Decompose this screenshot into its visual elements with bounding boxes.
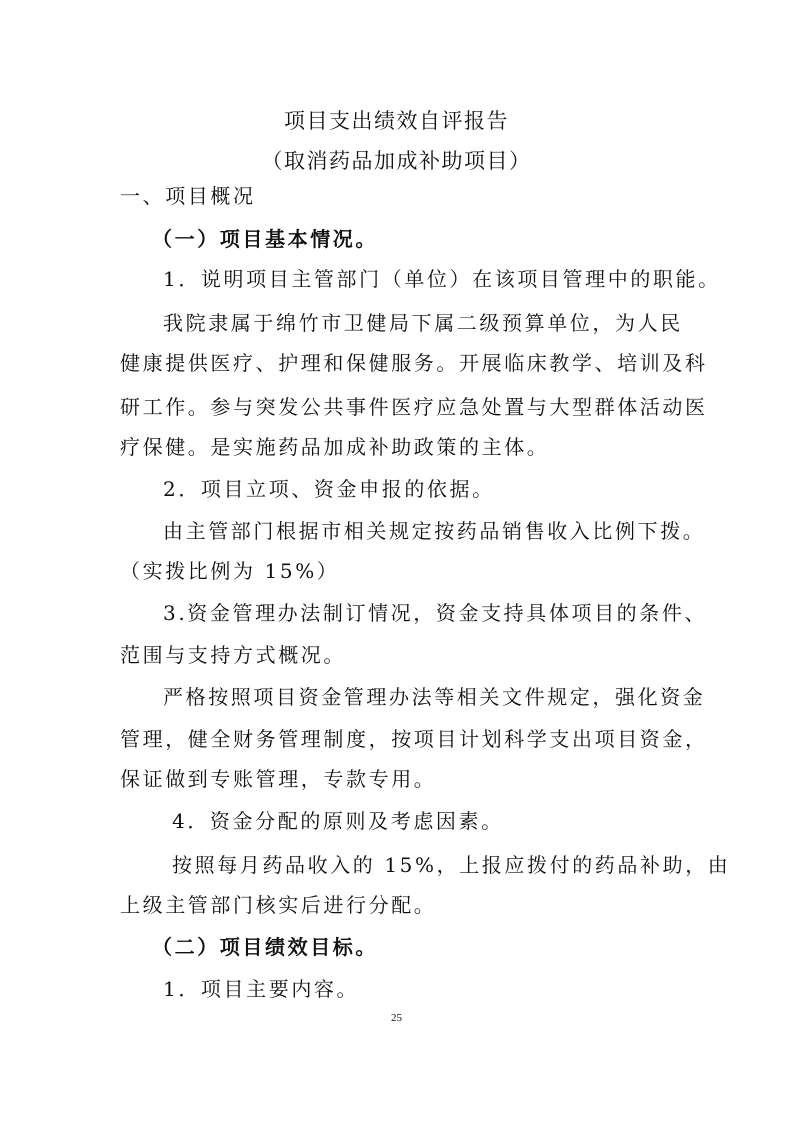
subsection-heading: （一）项目基本情况。 (152, 227, 378, 251)
item-heading: 1．说明项目主管部门（单位）在该项目管理中的职能。 (163, 267, 721, 291)
paragraph-line: 疗保健。是实施药品加成补助政策的主体。 (120, 435, 550, 459)
paragraph-line: （实拨比例为 15%） (120, 559, 340, 583)
subsection-heading: （二）项目绩效目标。 (152, 935, 378, 959)
report-subtitle: （取消药品加成补助项目） (261, 149, 532, 173)
paragraph-line: 管理，健全财务管理制度，按项目计划科学支出项目资金， (120, 727, 708, 751)
section-heading: 一、项目概况 (120, 184, 256, 208)
page-number: 25 (391, 1012, 402, 1024)
item-heading: 2．项目立项、资金申报的依据。 (163, 477, 495, 501)
paragraph-line: 保证做到专账管理，专款专用。 (120, 767, 437, 791)
paragraph-line: 由主管部门根据市相关规定按药品销售收入比例下拨。 (163, 519, 706, 543)
report-title: 项目支出绩效自评报告 (284, 109, 509, 133)
paragraph-line: 按照每月药品收入的 15%，上报应拨付的药品补助，由 (172, 853, 731, 877)
paragraph-line: 严格按照项目资金管理办法等相关文件规定，强化资金 (163, 685, 706, 709)
item-heading: 1．项目主要内容。 (163, 977, 360, 1001)
paragraph-line: 健康提供医疗、护理和保健服务。开展临床教学、培训及科 (120, 351, 708, 375)
item-heading: 3.资金管理办法制订情况，资金支持具体项目的条件、 (163, 601, 708, 625)
item-heading: 4．资金分配的原则及考虑因素。 (172, 809, 504, 833)
paragraph-line: 研工作。参与突发公共事件医疗应急处置与大型群体活动医 (120, 395, 708, 419)
paragraph-line: 我院隶属于绵竹市卫健局下属二级预算单位，为人民 (163, 311, 683, 335)
item-heading: 范围与支持方式概况。 (120, 643, 346, 667)
paragraph-line: 上级主管部门核实后进行分配。 (120, 893, 437, 917)
